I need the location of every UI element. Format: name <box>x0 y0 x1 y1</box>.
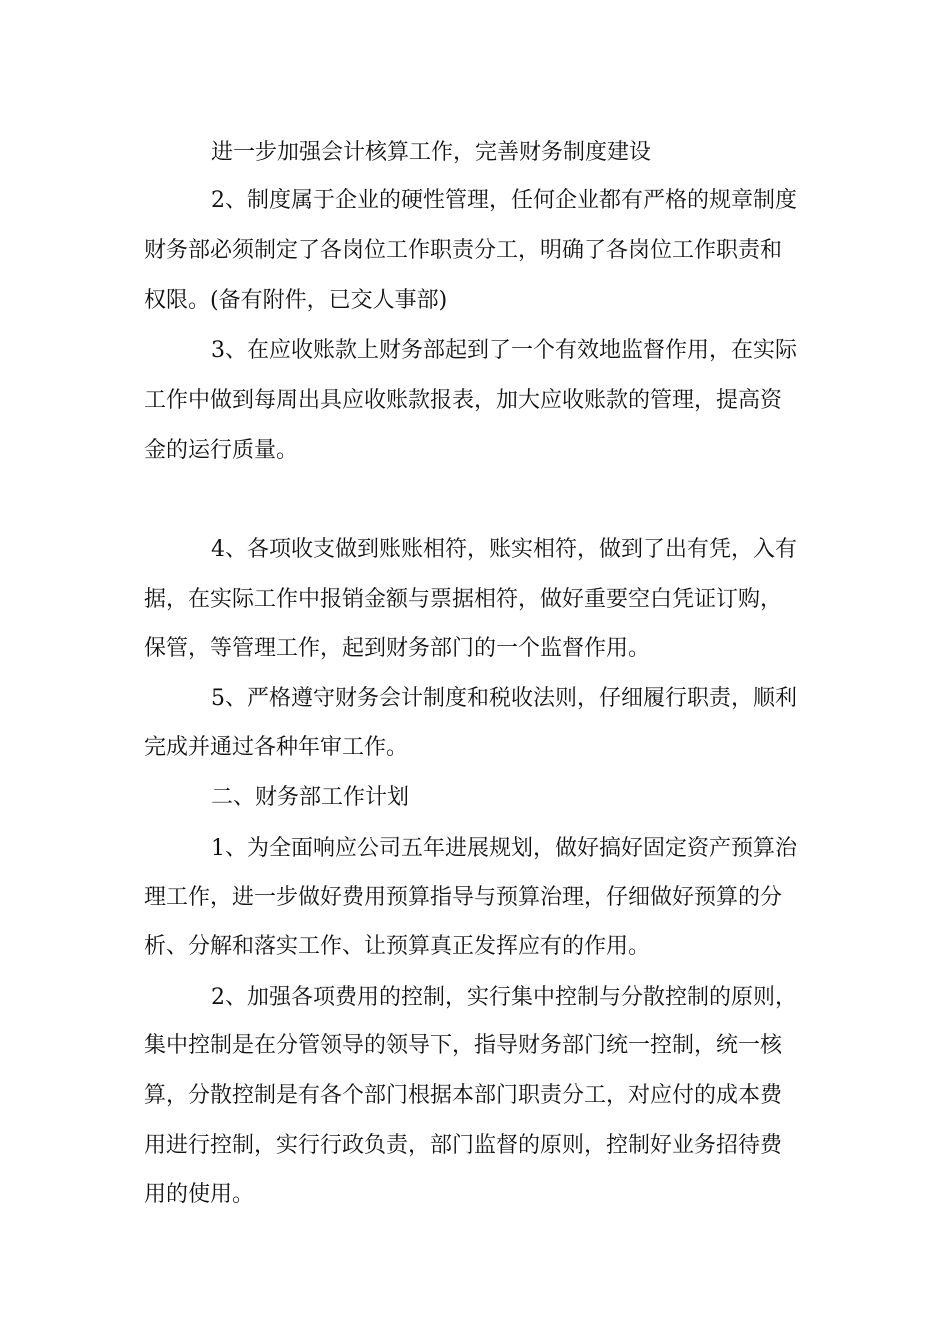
text-line: 5、严格遵守财务会计制度和税收法则，仔细履行职责，顺利 <box>211 686 797 711</box>
text-line: 3、在应收账款上财务部起到了一个有效地监督作用，在实际 <box>211 338 797 363</box>
text-line: 用进行控制，实行行政负责，部门监督的原则，控制好业务招待费 <box>144 1133 783 1158</box>
text-line: 集中控制是在分管领导的领导下，指导财务部门统一控制，统一核 <box>144 1033 783 1058</box>
text-line: 算，分散控制是有各个部门根据本部门职责分工，对应付的成本费 <box>144 1083 783 1108</box>
text-line: 4、各项收支做到账账相符，账实相符，做到了出有凭，入有 <box>211 537 797 562</box>
text-line: 析、分解和落实工作、让预算真正发挥应有的作用。 <box>144 934 651 959</box>
text-line: 1、为全面响应公司五年进展规划，做好搞好固定资产预算治 <box>211 836 797 861</box>
text-line: 金的运行质量。 <box>144 438 299 463</box>
text-line: 完成并通过各种年审工作。 <box>144 735 409 760</box>
text-line: 权限。(备有附件，已交人事部) <box>144 288 448 313</box>
text-line: 财务部必须制定了各岗位工作职责分工，明确了各岗位工作职责和 <box>144 238 783 263</box>
text-line: 进一步加强会计核算工作，完善财务制度建设 <box>211 140 652 165</box>
text-line: 据，在实际工作中报销金额与票据相符，做好重要空白凭证订购， <box>144 587 783 612</box>
section-heading: 二、财务部工作计划 <box>211 785 410 810</box>
text-line: 2、加强各项费用的控制，实行集中控制与分散控制的原则， <box>211 985 797 1010</box>
text-line: 保管，等管理工作，起到财务部门的一个监督作用。 <box>144 636 651 661</box>
text-line: 理工作，进一步做好费用预算指导与预算治理，仔细做好预算的分 <box>144 885 783 910</box>
text-line: 用的使用。 <box>144 1182 255 1207</box>
text-line: 工作中做到每周出具应收账款报表，加大应收账款的管理，提高资 <box>144 388 783 413</box>
text-line: 2、制度属于企业的硬性管理，任何企业都有严格的规章制度 <box>211 188 797 213</box>
